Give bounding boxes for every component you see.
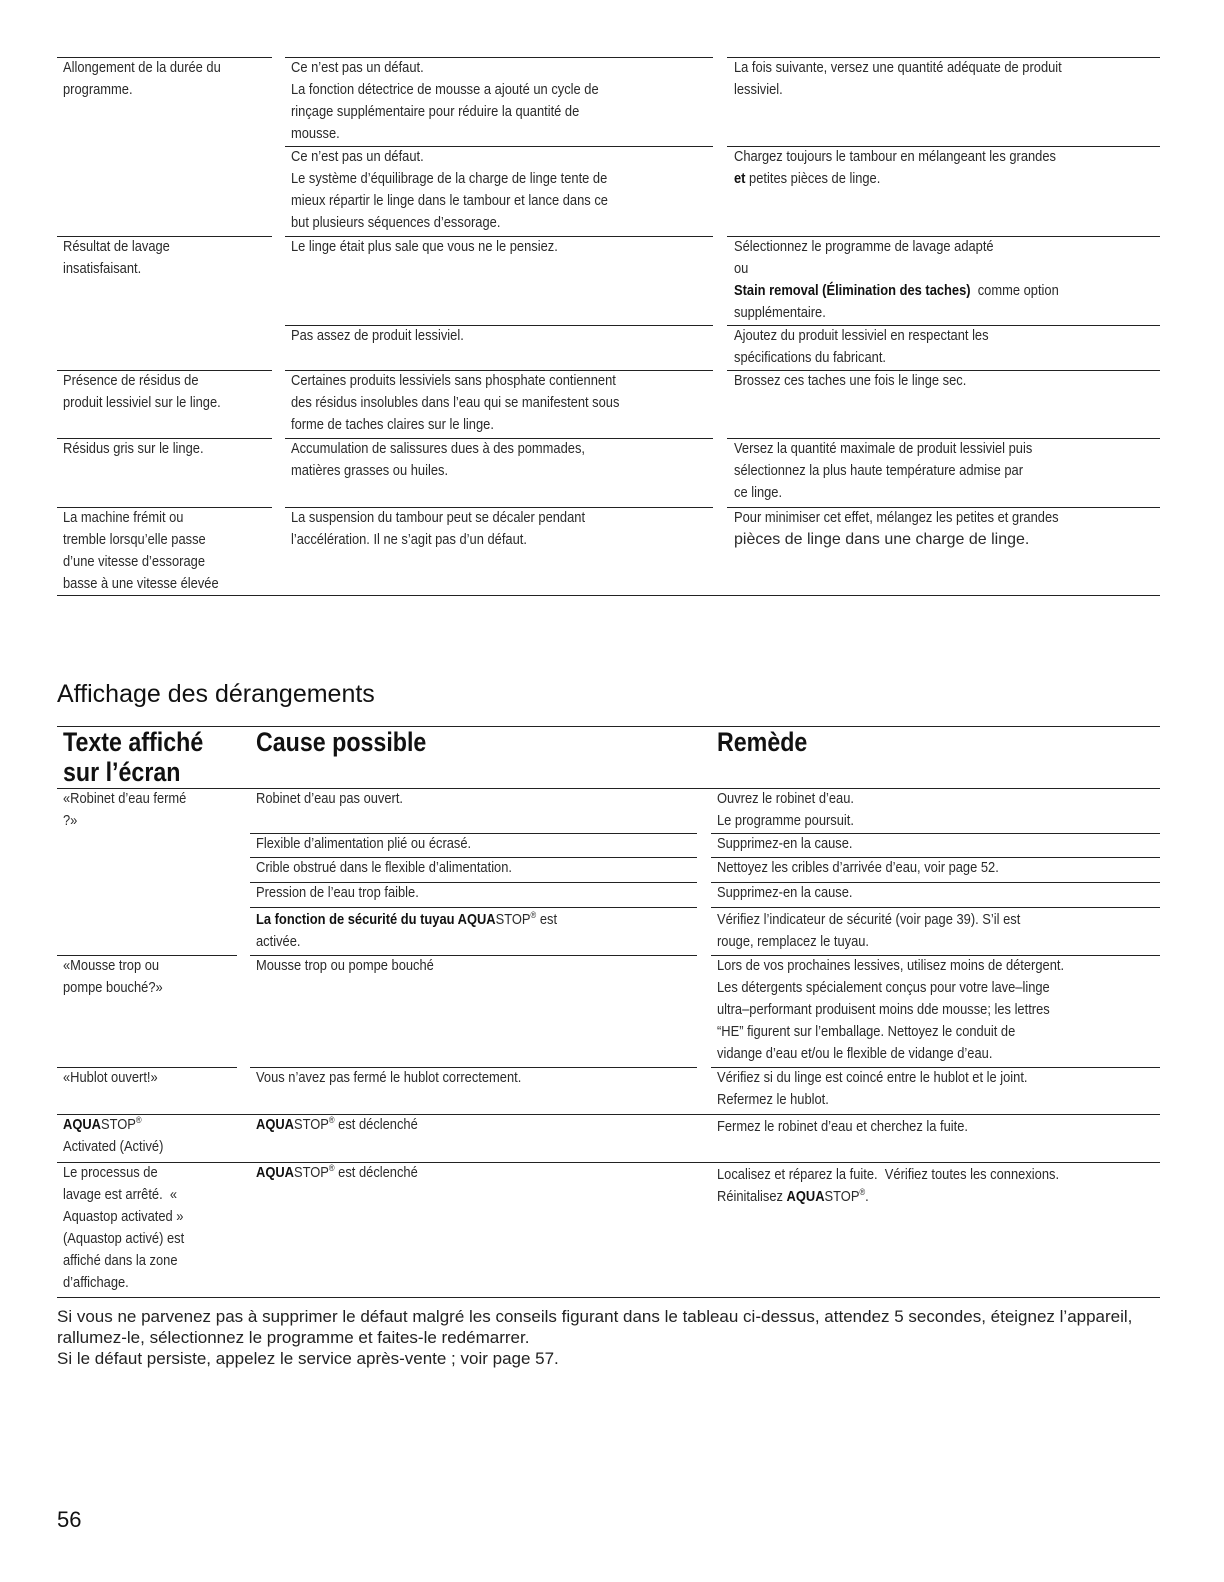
footer-notes <box>57 1306 1167 1369</box>
header-bottom-rule <box>57 788 1160 789</box>
footer-paragraph: Si vous ne parvenez pas à supprimer le défaut malgré les conseils figurant dans le tableau ci-dessus, attendez 5 secondes, éteignez l’appareil, rallumez-le, sélectionnez le programme et faites-le redémarrer. <box>57 1307 1133 1347</box>
cause-cell: AQUASTOP® est déclenché <box>256 1163 418 1181</box>
cause-cell: Ce n’est pas un défaut. Le système d’équilibrage de la charge de linge tente de mieux répartir le linge dans le tambour et lance dans ce but plusieurs séquences d’essorage. <box>291 148 608 231</box>
table-bottom-rule <box>57 595 1160 596</box>
remedy-cell: Brossez ces taches une fois le linge sec. <box>734 372 967 389</box>
remedy-cell: Fermez le robinet d’eau et cherchez la fuite. <box>717 1118 968 1135</box>
cause-cell: Certaines produits lessiviels sans phosphate contiennent des résidus insolubles dans l’eau qui se manifestent sous forme de taches claires sur le linge. <box>291 372 620 433</box>
remedy-cell: Pour minimiser cet effet, mélangez les petites et grandes pièces de linge dans une charge de linge. <box>734 509 1059 548</box>
remedy-cell: Lors de vos prochaines lessives, utilisez moins de détergent. Les détergents spécialement conçus pour votre lave–linge ultra–performant produisent moins dde mousse; les lettres “HE” figurent sur l’emballage. Nettoyez le conduit de vidange d’eau et/ou le flexible de vidange d’eau. <box>717 957 1065 1062</box>
fault-message-cell: «Mousse trop ou pompe bouché?» <box>63 957 163 996</box>
header-top-rule <box>57 726 1160 727</box>
row-divider <box>250 907 697 908</box>
cause-cell: Ce n’est pas un défaut. La fonction détectrice de mousse a ajouté un cycle de rinçage supplémentaire pour réduire la quantité de mousse. <box>291 59 599 142</box>
remedy-cell: Ouvrez le robinet d’eau. Le programme poursuit. <box>717 790 854 829</box>
remedy-cell: Localisez et réparez la fuite. Vérifiez toutes les connexions. Réinitalisez AQUASTOP®. <box>717 1166 1060 1205</box>
symptom-cell: Allongement de la durée du programme. <box>63 59 221 98</box>
fault-message-cell: «Hublot ouvert!» <box>63 1069 158 1086</box>
row-divider <box>57 1162 1160 1163</box>
remedy-cell: Ajoutez du produit lessiviel en respectant les spécifications du fabricant. <box>734 327 989 366</box>
remedy-cell: Chargez toujours le tambour en mélangeant les grandes et petites pièces de linge. <box>734 148 1056 187</box>
symptom-cell: Résidus gris sur le linge. <box>63 440 204 457</box>
column-header-cause: Cause possible <box>256 727 427 757</box>
section-title: Affichage des dérangements <box>57 680 375 708</box>
column-header-remedy: Remède <box>717 727 808 757</box>
cause-cell: AQUASTOP® est déclenché <box>256 1115 418 1133</box>
row-divider <box>711 907 1160 908</box>
column-header-display-text: Texte affiché sur l’écran <box>63 727 204 787</box>
remedy-cell: Supprimez-en la cause. <box>717 884 853 901</box>
cause-cell: Robinet d’eau pas ouvert. <box>256 790 404 807</box>
fault-message-cell: AQUASTOP® Activated (Activé) <box>63 1115 164 1155</box>
symptom-cell: La machine frémit ou tremble lorsqu’elle passe d’une vitesse d’essorage basse à une vitesse élevée <box>63 509 219 592</box>
remedy-cell: Supprimez-en la cause. <box>717 835 853 852</box>
cause-cell: Le linge était plus sale que vous ne le pensiez. <box>291 238 558 255</box>
symptom-cell: Résultat de lavage insatisfaisant. <box>63 238 170 277</box>
cause-cell: Mousse trop ou pompe bouché <box>256 957 434 974</box>
footer-paragraph: Si le défaut persiste, appelez le service après-vente ; voir page 57. <box>57 1349 559 1368</box>
remedy-cell: Sélectionnez le programme de lavage adapté ou Stain removal (Élimination des taches) comme option supplémentaire. <box>734 238 1059 321</box>
page-number: 56 <box>57 1507 82 1532</box>
fault-message-cell: Le processus de lavage est arrêté. « Aquastop activated » (Aquastop activé) est affiché dans la zone d’affichage. <box>63 1164 185 1291</box>
remedy-cell: Vérifiez l’indicateur de sécurité (voir page 39). S’il est rouge, remplacez le tuyau. <box>717 911 1021 950</box>
remedy-cell: La fois suivante, versez une quantité adéquate de produit lessiviel. <box>734 59 1062 98</box>
cause-cell: Crible obstrué dans le flexible d’alimentation. <box>256 859 512 876</box>
remedy-cell: Vérifiez si du linge est coincé entre le hublot et le joint. Refermez le hublot. <box>717 1069 1028 1108</box>
cause-cell: La suspension du tambour peut se décaler pendant l’accélération. Il ne s’agit pas d’un défaut. <box>291 509 586 548</box>
cause-cell: Pas assez de produit lessiviel. <box>291 327 464 344</box>
cause-cell: Pression de l’eau trop faible. <box>256 884 419 901</box>
cause-cell: Vous n’avez pas fermé le hublot correctement. <box>256 1069 522 1086</box>
cause-cell: Flexible d’alimentation plié ou écrasé. <box>256 835 472 852</box>
remedy-cell: Nettoyez les cribles d’arrivée d’eau, voir page 52. <box>717 859 999 876</box>
fault-message-cell: «Robinet d’eau fermé ?» <box>63 790 187 829</box>
cause-cell: Accumulation de salissures dues à des pommades, matières grasses ou huiles. <box>291 440 585 479</box>
cause-cell: La fonction de sécurité du tuyau AQUASTOP® est activée. <box>256 910 558 950</box>
symptom-cell: Présence de résidus de produit lessiviel sur le linge. <box>63 372 221 411</box>
table-bottom-rule <box>57 1297 1160 1298</box>
remedy-cell: Versez la quantité maximale de produit lessiviel puis sélectionnez la plus haute température admise par ce linge. <box>734 440 1033 501</box>
row-divider <box>57 1114 1160 1115</box>
